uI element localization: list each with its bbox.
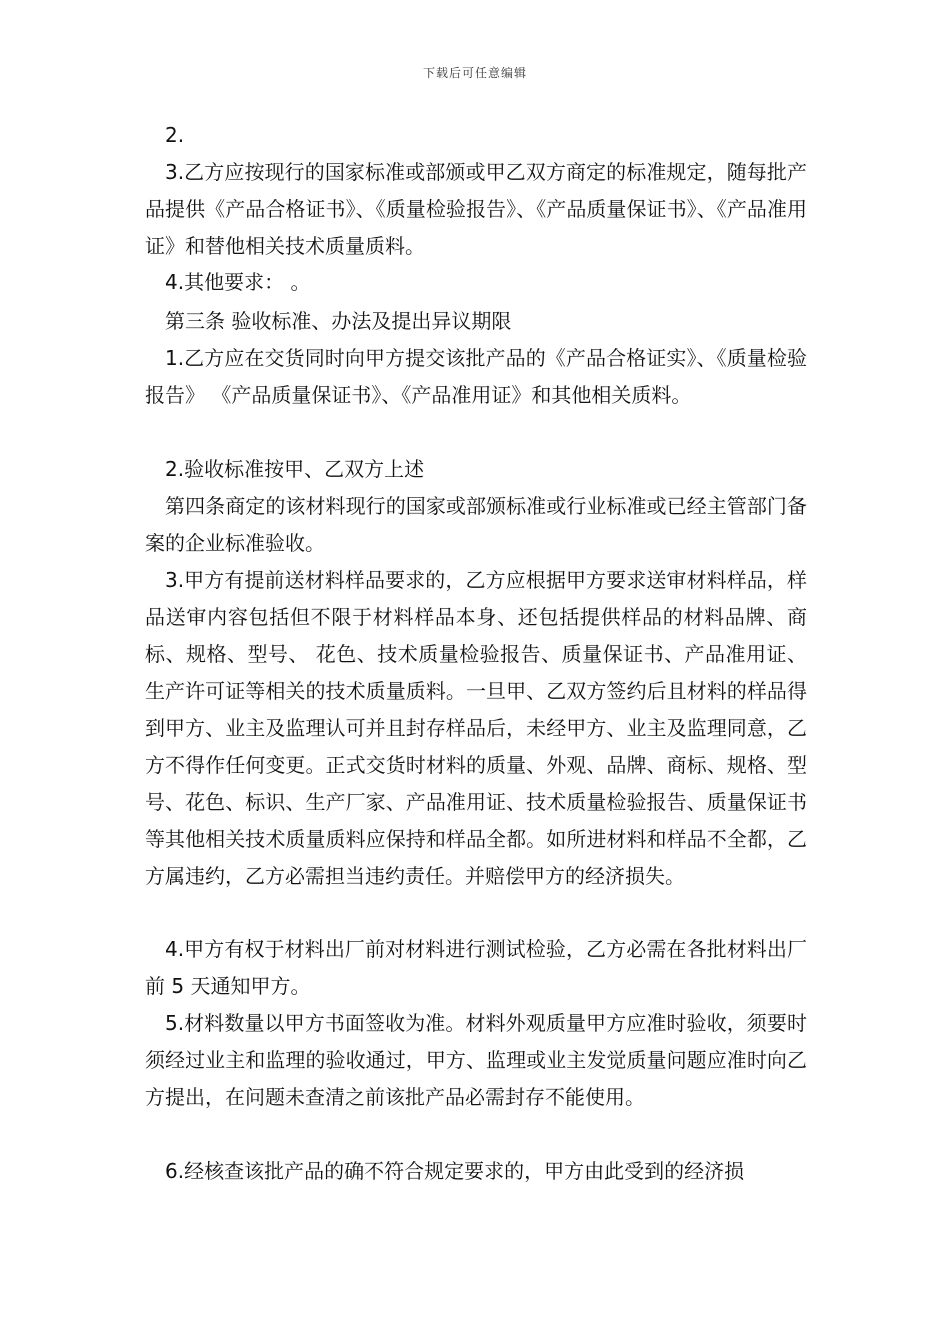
paragraph-article4-6: 6.经核查该批产品的确不符合规定要求的，甲方由此受到的经济损 xyxy=(165,1159,745,1183)
paragraph-article4-4: 4.甲方有权于材料出厂前对材料进行测试检验，乙方必需在各批材料出厂前 5 天通知甲方。 xyxy=(145,937,807,998)
paragraph-article4-3: 3.甲方有提前送材料样品要求的，乙方应根据甲方要求送审材料样品，样品送审内容包括但不限于材料样品本身、还包括提供样品的材料品牌、商标、规格、型号、 花色、技术质量检验报告、质量保证书、产品准用证、生产许可证等相关的技术质量质料。一旦甲、乙双方签约后且材料的样品得到甲方、业主及监理认可并且封存样品后，未经甲方、业主及监理同意，乙方不得作任何变更。正式交货时材料的质量、外观、品牌、商标、规格、型号、花色、标识、生产厂家、产品准用证、技术质量检验报告、质量保证书等其他相关技术质量质料应保持和样品全都。如所进材料和样品不全都，乙方属违约，乙方必需担当违约责任。并赔偿甲方的经济损失。 xyxy=(145,568,807,888)
paragraph-article3-1: 1.乙方应在交货同时向甲方提交该批产品的《产品合格证实》、《质量检验报告》 《产品质量保证书》、《产品准用证》和其他相关质料。 xyxy=(145,346,807,407)
paragraph-3: 3.乙方应按现行的国家标准或部颁或甲乙双方商定的标准规定，随每批产品提供《产品合格证书》、《质量检验报告》、《产品质量保证书》、《产品准用证》和替他相关技术质量质料。 xyxy=(145,160,807,258)
paragraph-2: 2. xyxy=(165,123,185,147)
paragraph-article4-5: 5.材料数量以甲方书面签收为准。材料外观质量甲方应准时验收，须要时须经过业主和监理的验收通过，甲方、监理或业主发觉质量问题应准时向乙方提出，在问题未查清之前该批产品必需封存不能使用。 xyxy=(145,1011,807,1109)
header-note: 下载后可任意编辑 xyxy=(422,66,527,80)
paragraph-article3-2: 2.验收标准按甲、乙双方上述 xyxy=(165,457,425,481)
article-three-heading: 第三条 验收标准、办法及提出异议期限 xyxy=(165,309,512,333)
paragraph-4: 4.其他要求： 。 xyxy=(165,270,311,294)
article-four-paragraph: 第四条商定的该材料现行的国家或部颁标准或行业标准或已经主管部门备案的企业标准验收。 xyxy=(145,494,807,555)
